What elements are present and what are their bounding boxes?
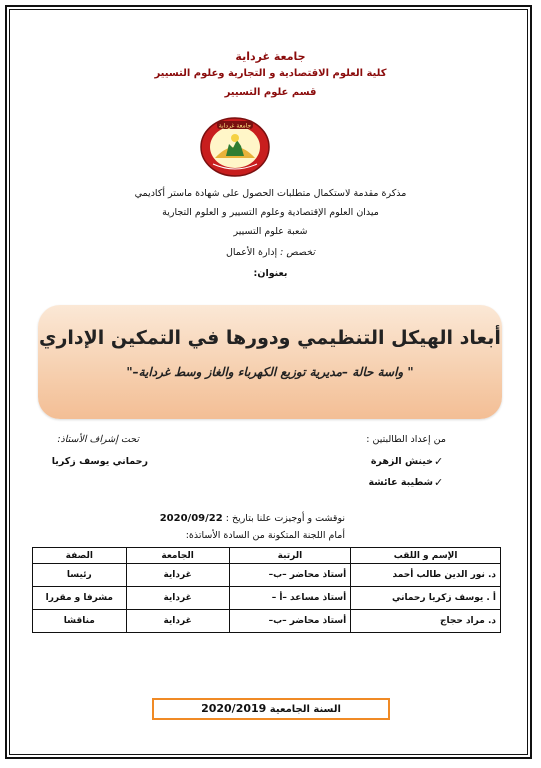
thesis-title: أبعاد الهيكل التنظيمي ودورها في التمكين الإداري xyxy=(39,327,501,349)
jury-name: د. نور الدين طالب أحمد xyxy=(351,564,501,587)
column-header: الصفة xyxy=(33,548,127,564)
jury-university: غرداية xyxy=(126,587,229,610)
faculty-name: كلية العلوم الاقتصادية و التجارية وعلوم التسيير xyxy=(154,68,387,79)
jury-name: أ . يوسف زكريا رحماني xyxy=(351,587,501,610)
academic-year-label: السنة الجامعية xyxy=(269,704,341,715)
check-icon: ✓ xyxy=(434,455,444,468)
thesis-subtitle: " واسة حالة –مديرية توزيع الكهرباء والغاز وسط غرداية–" xyxy=(126,365,414,379)
column-header: الإسم و اللقب xyxy=(351,548,501,564)
column-header: الرتبة xyxy=(229,548,351,564)
table-row xyxy=(33,610,501,633)
prepared-by-label: من إعداد الطالبتين : xyxy=(366,434,446,445)
table-row xyxy=(33,587,501,610)
specialty-label: تخصص : xyxy=(280,247,315,258)
jury-role: مناقشا xyxy=(33,610,127,633)
column-header: الجامعة xyxy=(126,548,229,564)
jury-role: رئيسا xyxy=(33,564,127,587)
jury-university: غرداية xyxy=(126,610,229,633)
defense-date: 2020/09/22 xyxy=(159,513,223,524)
jury-role: مشرفا و مقررا xyxy=(33,587,127,610)
jury-name: د. مراد حجاج xyxy=(351,610,501,633)
jury-university: غرداية xyxy=(126,564,229,587)
supervisor-label: تحت إشراف الأستاذ: xyxy=(57,434,139,445)
jury-rank: أستاذ مساعد –أ – xyxy=(229,587,351,610)
memo-statement: مذكرة مقدمة لاستكمال متطلبات الحصول على شهادة ماستر أكاديمي xyxy=(134,188,407,199)
table-header-row xyxy=(33,548,501,564)
defense-text: نوقشت و أوجيزت علنا بتاريخ : xyxy=(225,513,345,524)
academic-year-box xyxy=(152,698,390,720)
university-seal-icon xyxy=(199,116,271,178)
table-row xyxy=(33,564,501,587)
supervisor-name: رحماني يوسف زكريا xyxy=(51,456,148,467)
thesis-title-box xyxy=(38,305,502,419)
branch-statement: شعبة علوم التسيير xyxy=(233,226,308,237)
specialty-line xyxy=(0,247,541,258)
student-name: شطيبة عائشة xyxy=(368,477,433,488)
university-name: جامعة غرداية xyxy=(235,50,306,63)
specialty-value: إدارة الأعمال xyxy=(225,247,278,258)
department-name: قسم علوم التسيير xyxy=(224,87,317,98)
jury-rank: أستاذ محاضر –ب– xyxy=(229,610,351,633)
seal-text: جامعة غرداية xyxy=(218,122,252,130)
academic-year: 2020/2019 xyxy=(201,702,267,715)
committee-line: أمام اللجنة المتكونة من السادة الأساتذة: xyxy=(185,530,345,541)
defense-line xyxy=(160,513,345,524)
check-icon: ✓ xyxy=(434,476,444,489)
field-statement: ميدان العلوم الإقتصادية وعلوم التسيير و العلوم التجارية xyxy=(162,207,379,218)
jury-rank: أستاذ محاضر –ب– xyxy=(229,564,351,587)
title-label: بعنوان: xyxy=(253,268,288,279)
jury-table xyxy=(32,547,501,633)
student-name: خينش الزهرة xyxy=(370,456,433,467)
